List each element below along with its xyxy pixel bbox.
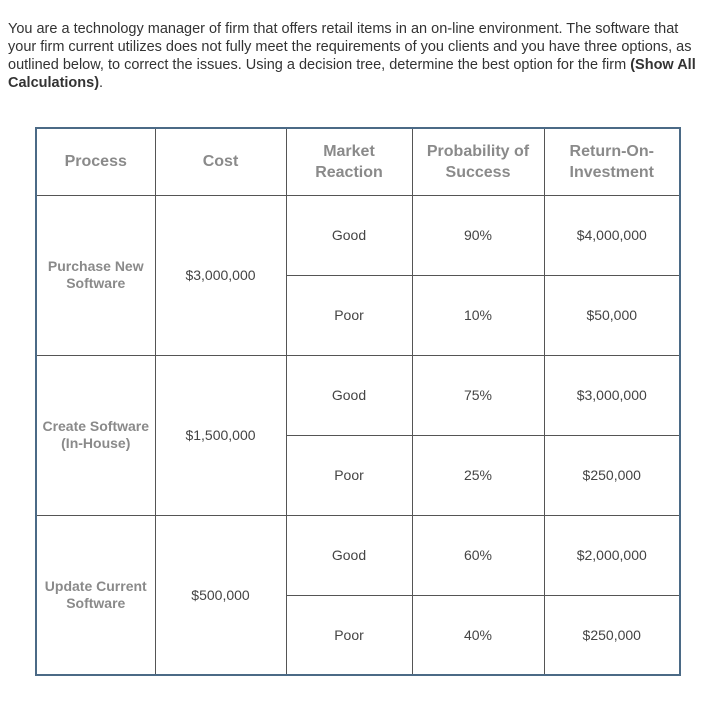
- cost-update-current-software: $500,000: [155, 515, 286, 675]
- roi-value: $50,000: [544, 275, 680, 355]
- process-update-current-software: Update Current Software: [36, 515, 155, 675]
- roi-value: $2,000,000: [544, 515, 680, 595]
- process-purchase-new-software: Purchase New Software: [36, 195, 155, 355]
- market-reaction-good: Good: [286, 355, 412, 435]
- market-reaction-poor: Poor: [286, 275, 412, 355]
- table-row: [36, 515, 680, 595]
- probability-value: 75%: [412, 355, 544, 435]
- problem-emphasis: (Show All Calculations): [8, 56, 696, 91]
- table-row: [36, 195, 680, 275]
- problem-statement: [8, 20, 698, 92]
- problem-end: .: [99, 74, 104, 91]
- roi-value: $4,000,000: [544, 195, 680, 275]
- header-market-reaction: Market Reaction: [286, 128, 412, 195]
- probability-value: 10%: [412, 275, 544, 355]
- market-reaction-good: Good: [286, 515, 412, 595]
- roi-value: $250,000: [544, 435, 680, 515]
- probability-value: 25%: [412, 435, 544, 515]
- cost-purchase-new-software: $3,000,000: [155, 195, 286, 355]
- process-create-software: Create Software (In-House): [36, 355, 155, 515]
- roi-value: $3,000,000: [544, 355, 680, 435]
- header-cost: Cost: [155, 128, 286, 195]
- header-row: [36, 128, 680, 195]
- probability-value: 60%: [412, 515, 544, 595]
- market-reaction-good: Good: [286, 195, 412, 275]
- cost-create-software: $1,500,000: [155, 355, 286, 515]
- header-probability: Probability of Success: [412, 128, 544, 195]
- market-reaction-poor: Poor: [286, 595, 412, 675]
- decision-table: [35, 127, 681, 676]
- roi-value: $250,000: [544, 595, 680, 675]
- table-row: [36, 355, 680, 435]
- probability-value: 90%: [412, 195, 544, 275]
- probability-value: 40%: [412, 595, 544, 675]
- problem-text: You are a technology manager of firm that offers retail items in an on-line environment. The software that your firm current utilizes does not fully meet the requirements of you clients and you have three options, as outlined below, to correct the issues. Using a decision tree, determine the best option for the firm: [8, 20, 692, 73]
- header-roi: Return-On-Investment: [544, 128, 680, 195]
- header-process: Process: [36, 128, 155, 195]
- market-reaction-poor: Poor: [286, 435, 412, 515]
